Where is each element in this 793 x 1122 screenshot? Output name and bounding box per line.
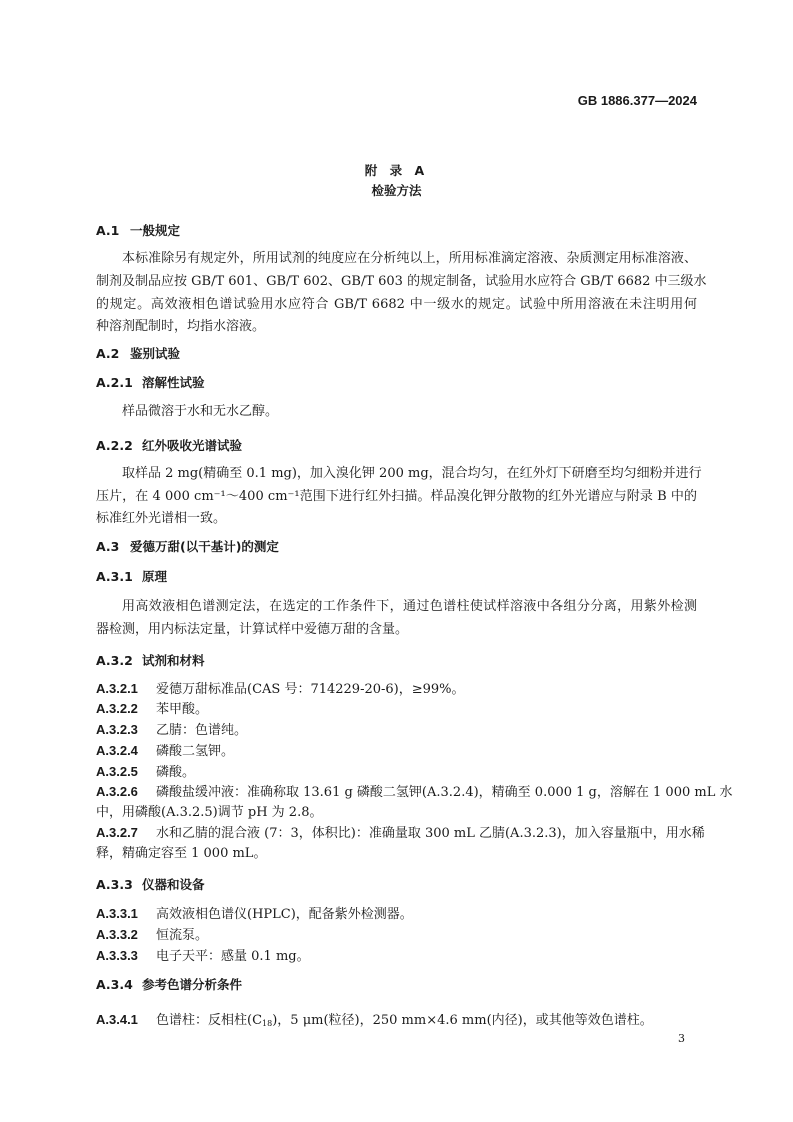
- list-item: A.3.3.2 恒流泵。: [96, 927, 209, 943]
- paragraph-line: 样品微溶于水和无水乙醇。: [122, 404, 279, 419]
- subsection-heading: A.3.1 原理: [96, 569, 168, 584]
- paragraph-line: 标准红外光谱相一致。: [96, 511, 227, 526]
- list-item: A.3.2.7 水和乙腈的混合液 (7：3，体积比)：准确量取 300 mL 乙腈(A.3.2.3)，加入容量瓶中，用水稀: [96, 825, 705, 841]
- section-heading: A.1 一般规定: [96, 223, 181, 238]
- subsection-heading: A.3.4 参考色谱分析条件: [96, 977, 243, 992]
- paragraph-line: 用高效液相色谱测定法，在选定的工作条件下，通过色谱柱使试样溶液中各组分分离，用紫外检测: [122, 599, 697, 614]
- paragraph-line: 制剂及制品应按 GB/T 601、GB/T 602、GB/T 603 的规定制备，试验用水应符合 GB/T 6682 中三级水: [96, 274, 707, 289]
- subsection-heading: A.3.3 仪器和设备: [96, 877, 205, 892]
- list-item: A.3.4.1 色谱柱：反相柱$(C_{18})$，5 μm(粒径)，250 mm×4.6 mm(内径)，或其他等效色谱柱。: [96, 1012, 653, 1028]
- list-item: A.3.2.3 乙腈：色谱纯。: [96, 722, 248, 738]
- appendix-title: 检验方法: [371, 183, 422, 198]
- paragraph-line: 本标准除另有规定外，所用试剂的纯度应在分析纯以上，所用标准滴定溶液、杂质测定用标准溶液、: [122, 251, 697, 266]
- paragraph-line: 取样品 2 mg(精确至 0.1 mg)，加入溴化钾 200 mg，混合均匀，在红外灯下研磨至均匀细粉并进行: [122, 466, 702, 481]
- list-item-continuation: 中，用磷酸(A.3.2.5)调节 pH 为 2.8。: [96, 805, 323, 820]
- list-item: A.3.3.1 高效液相色谱仪(HPLC)，配备紫外检测器。: [96, 906, 413, 922]
- list-item: A.3.2.1 爱德万甜标准品(CAS 号：714229-20-6)，≥99%。: [96, 681, 465, 697]
- list-item-continuation: 释，精确定容至 1 000 mL。: [96, 846, 267, 861]
- standard-code: GB 1886.377—2024: [577, 93, 697, 108]
- list-item: A.3.2.6 磷酸盐缓冲液：准确称取 13.61 g 磷酸二氢钾(A.3.2.4)，精确至 0.000 1 g，溶解在 1 000 mL 水: [96, 784, 733, 800]
- list-item: A.3.2.5 磷酸。: [96, 764, 196, 780]
- appendix-label: 附 录 A: [364, 163, 429, 178]
- list-item: A.3.2.2 苯甲酸。: [96, 701, 209, 717]
- subsection-heading: A.2.1 溶解性试验: [96, 375, 205, 390]
- paragraph-line: 种溶剂配制时，均指水溶液。: [96, 319, 266, 334]
- list-item: A.3.3.3 电子天平：感量 0.1 mg。: [96, 948, 310, 964]
- section-heading: A.2 鉴别试验: [96, 346, 181, 361]
- list-item: A.3.2.4 磷酸二氢钾。: [96, 743, 235, 759]
- subsection-heading: A.3.2 试剂和材料: [96, 653, 205, 668]
- paragraph-line: 压片，在 4 000 cm⁻¹～400 cm⁻¹范围下进行红外扫描。样品溴化钾分散物的红外光谱应与附录 B 中的: [96, 489, 697, 504]
- paragraph-line: 的规定。高效液相色谱试验用水应符合 GB/T 6682 中一级水的规定。试验中所用溶液在未注明用何: [96, 297, 697, 312]
- subsection-heading: A.2.2 红外吸收光谱试验: [96, 438, 243, 453]
- paragraph-line: 器检测，用内标法定量，计算试样中爱德万甜的含量。: [96, 622, 409, 637]
- section-heading: A.3 爱德万甜(以干基计)的测定: [96, 539, 279, 554]
- page-number: 3: [678, 1032, 685, 1045]
